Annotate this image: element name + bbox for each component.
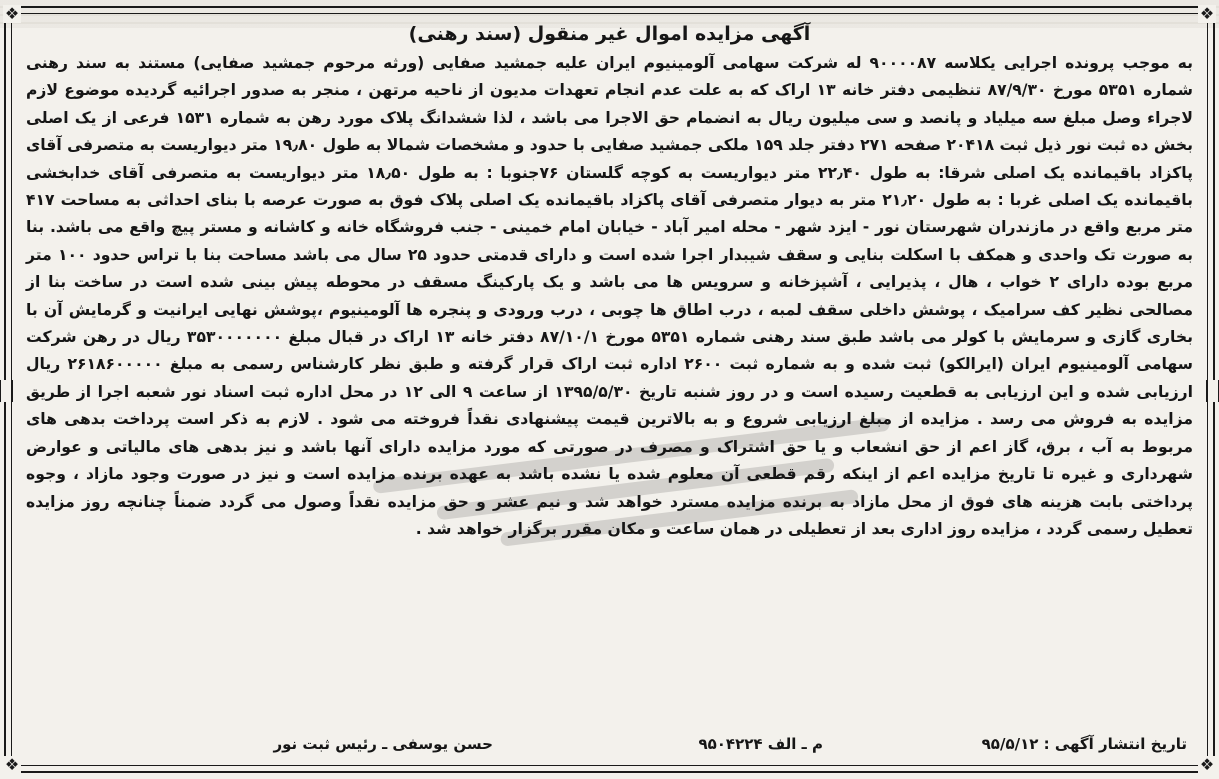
notice-code: م ـ الف ۹۵۰۴۲۲۴: [698, 735, 823, 753]
notice-title: آگهی مزایده اموال غیر منقول (سند رهنی): [408, 23, 811, 45]
side-ornament-icon: [0, 380, 13, 402]
side-ornament-icon: [1206, 380, 1219, 402]
notice-content: [26, 18, 1193, 763]
signature: حسن یوسفی ـ رئیس ثبت نور: [273, 735, 493, 753]
corner-ornament-icon: ❖: [1199, 755, 1215, 774]
notice-footer: [26, 729, 1193, 759]
publish-date: تاریخ انتشار آگهی : ۹۵/۵/۱۲: [981, 735, 1187, 753]
notice-body-text: به موجب پرونده اجرایی یکلاسه ۹۰۰۰۰۸۷ له شرکت سهامی آلومینیوم ایران علیه جمشید صفایی (ورثه مرحوم جمشید صفایی) مستند به سند رهنی شماره ۵۳۵۱ مورخ ۸۷/۹/۳۰ تنظیمی دفتر خانه ۱۳ اراک که به علت عدم انجام تعهدات مدیون از ناحیه مرتهن ، منجر به صدور اجرائیه گردیده موضوع لازم لاجراء وصل مبلغ سه میلیاد و پانصد و سی میلیون ریال به انضمام حق الاجرا می باشد ، لذا ششدانگ پلاک مورد رهن به شماره ۱۵۳۱ فرعی از یک اصلی بخش ده ثبت نور ذیل ثبت ۲۰۴۱۸ صفحه ۲۷۱ دفتر جلد ۱۵۹ ملکی جمشید صفایی با حدود و مشخصات شمالا به طول ۱۹٫۸۰ متر دیواریست به متصرفی آقای پاکزاد باقیمانده یک اصلی شرقا: به طول ۲۲٫۴۰ متر دیواریست به کوچه گلستان ۷۶جنوبا : به طول ۱۸٫۵۰ متر دیواریست به متصرفی آقای خدابخشی باقیمانده یک اصلی غربا : به طول ۲۱٫۲۰ متر به دیوار متصرفی آقای پاکزاد باقیمانده یک اصلی پلاک فوق به صورت عرصه با بنای احداثی به مساحت ۴۱۷ متر مربع واقع در مازندران شهرستان نور - ایزد شهر - محله امیر آباد - خیابان امام خمینی - جنب فروشگاه خانه و کاشانه و مستر پیچ واقع می باشد. بنا به صورت تک واحدی و همکف با اسکلت بنایی و سقف شیبدار اجرا شده است و دارای قدمتی حدود ۲۵ سال می باشد مساحت بنا با تراس حدود ۱۰۰ متر مربع بوده دارای ۲ خواب ، هال ، پذیرایی ، آشپزخانه و سرویس ها می باشد و یک پارکینگ مسقف در محوطه پیش بینی شده است در ساخت بنا از مصالحی نظیر کف سرامیک ، پوشش داخلی سقف لمبه ، درب اطاق ها چوبی ، درب ورودی و پنجره ها آلومینیوم ،پوشش نهایی ایرانیت و گرمایش آن با بخاری گازی و سرمایش با کولر می باشد طبق سند رهنی شماره ۵۳۵۱ مورخ ۸۷/۱۰/۱ دفتر خانه ۱۳ اراک در قبال مبلغ ۳۵۳۰۰۰۰۰۰۰ ریال در رهن شرکت سهامی آلومینیوم ایران (ایرالکو) ثبت شده و به شماره ثبت ۲۶۰۰ اداره ثبت اراک قرار گرفته و طبق نظر کارشناس رسمی به مبلغ ۲۶۱۸۶۰۰۰۰۰ ریال ارزیابی شده و این ارزیابی به قطعیت رسیده است و در روز شنبه تاریخ ۱۳۹۵/۵/۳۰ از ساعت ۹ الی ۱۲ در محل اداره ثبت اسناد نور شعبه اجرا از طریق مزایده به فروش می رسد . مزایده از مبلغ ارزیابی شروع و به بالاترین قیمت پیشنهادی نقداً فروخته می شود . لازم به ذکر است پرداخت بدهی های مربوط به آب ، برق، گاز اعم از حق انشعاب و یا حق اشتراک و مصرف در صورتی که مورد مزایده دارای آنها باشد و نیز بدهی های مالیاتی و عوارض شهرداری و غیره تا تاریخ مزایده اعم از اینکه رقم قطعی آن معلوم شده یا نشده باشد به عهده برنده مزایده است و نیز در صورت وجود مازاد ، وجوه پرداختی بابت هزینه های فوق از محل مازاد به برنده مزایده مسترد خواهد شد و نیم عشر و حق مزایده نقداً وصول می گردد ضمناً چنانچه روز مزایده تعطیل رسمی گردد ، مزایده روز اداری بعد از تعطیلی در همان ساعت و مکان مقرر برگزار خواهد شد .: [26, 54, 1194, 538]
corner-ornament-icon: ❖: [1199, 4, 1215, 23]
notice-frame: [4, 6, 1215, 773]
notice-body: [26, 50, 1193, 543]
corner-ornament-icon: ❖: [4, 755, 20, 774]
corner-ornament-icon: ❖: [4, 4, 20, 23]
